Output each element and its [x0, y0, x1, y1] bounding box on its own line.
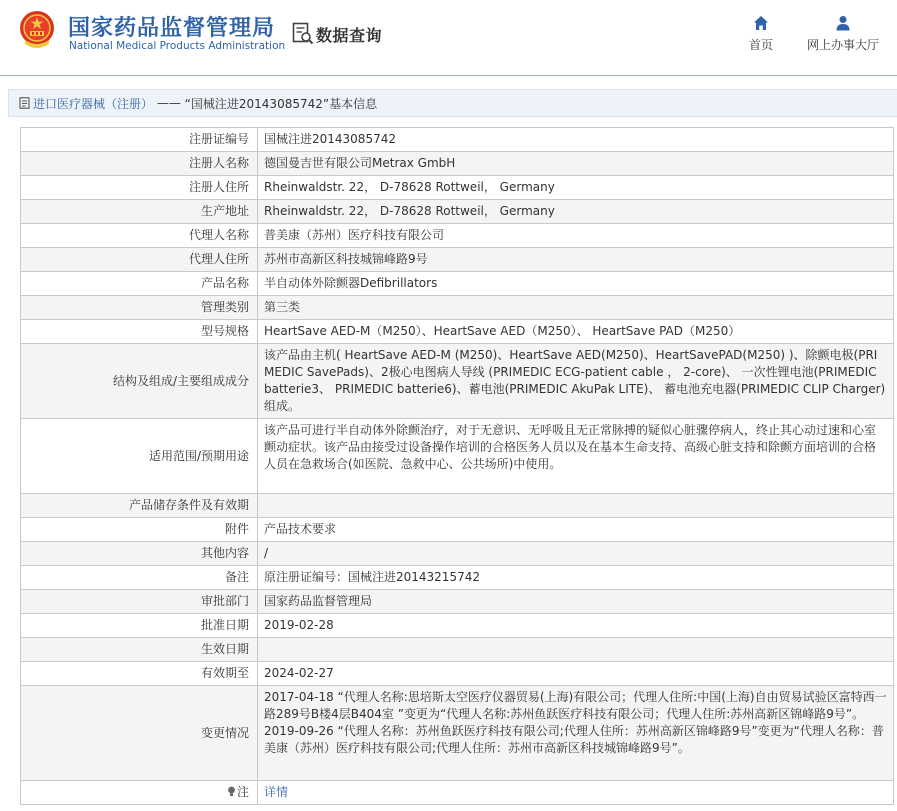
field-value: HeartSave AED-M（M250）、HeartSave AED（M250）、 HeartSave PAD（M250）: [258, 320, 894, 344]
field-label: 审批部门: [21, 590, 258, 614]
site-header: [0, 0, 897, 76]
field-label: 附件: [21, 518, 258, 542]
note-value-cell: [258, 781, 894, 805]
table-row: [21, 662, 894, 686]
table-row: [21, 296, 894, 320]
table-row: [21, 686, 894, 781]
data-query-label: 数据查询: [316, 25, 383, 45]
data-query-heading[interactable]: [292, 20, 382, 48]
change-entry: 2017-04-18 “代理人名称:思培斯太空医疗仪器贸易(上海)有限公司；代理人住所:中国(上海)自由贸易试验区富特西一路289号B楼4层B404室 ”变更为“代理人名称:苏州鱼跃医疗科技有限公司；代理人住所:苏州高新区锦峰路9号”。: [264, 690, 887, 721]
field-value: Rheinwaldstr. 22， D-78628 Rottweil， Germany: [258, 176, 894, 200]
field-label: 代理人住所: [21, 248, 258, 272]
field-label: 管理类别: [21, 296, 258, 320]
table-row: [21, 224, 894, 248]
nav-online-office[interactable]: [800, 15, 886, 53]
table-row: [21, 200, 894, 224]
home-icon: [753, 15, 769, 31]
site-subtitle: National Medical Products Administration: [69, 40, 286, 52]
breadcrumb-category-link[interactable]: 进口医疗器械（注册）: [33, 96, 154, 111]
table-row: [21, 344, 894, 419]
change-history-value: [258, 686, 894, 781]
field-label: 适用范围/预期用途: [21, 419, 258, 494]
field-value: 2024-02-27: [258, 662, 894, 686]
field-value: 德国曼吉世有限公司Metrax GmbH: [258, 152, 894, 176]
field-label: 变更情况: [21, 686, 258, 781]
table-row: [21, 518, 894, 542]
table-row: [21, 419, 894, 494]
site-title: 国家药品监督管理局: [68, 16, 276, 41]
field-label: 其他内容: [21, 542, 258, 566]
field-label: 产品名称: [21, 272, 258, 296]
table-row: [21, 152, 894, 176]
registration-info-table: [20, 127, 894, 805]
user-icon: [835, 15, 851, 31]
table-row: [21, 128, 894, 152]
table-row: [21, 494, 894, 518]
field-label: 有效期至: [21, 662, 258, 686]
lightbulb-icon: [227, 786, 236, 797]
national-emblem-icon: [18, 10, 56, 52]
table-row: [21, 542, 894, 566]
field-label: 代理人名称: [21, 224, 258, 248]
field-label: 结构及组成/主要组成成分: [21, 344, 258, 419]
note-label-cell: [21, 781, 258, 805]
field-value: 该产品由主机( HeartSave AED-M (M250)、HeartSave AED(M250)、HeartSavePAD(M250) )、除颤电极(PRIMEDIC SavePads)、2极心电图病人导线 (PRIMEDIC ECG-patient cable ， 2-core)、 一次性锂电池(PRIMEDIC batterie3、 PRIMEDIC batterie6)、蓄电池(PRIMEDIC AkuPak LITE)、 蓄电池充电器(PRIMEDIC CLIP Charger)组成。: [258, 344, 894, 419]
field-value: 2019-02-28: [258, 614, 894, 638]
breadcrumb-current-title: “国械注进20143085742”基本信息: [184, 96, 378, 111]
breadcrumb-separator: ——: [156, 96, 181, 110]
field-value: [258, 638, 894, 662]
note-label: 注: [236, 785, 249, 799]
field-label: 注册人名称: [21, 152, 258, 176]
field-label: 生效日期: [21, 638, 258, 662]
table-row: [21, 248, 894, 272]
nav-home-label: 首页: [748, 38, 773, 52]
field-label: 型号规格: [21, 320, 258, 344]
field-label: 备注: [21, 566, 258, 590]
field-label: 产品储存条件及有效期: [21, 494, 258, 518]
table-row: [21, 272, 894, 296]
field-value: 第三类: [258, 296, 894, 320]
field-label: 生产地址: [21, 200, 258, 224]
field-value: /: [258, 542, 894, 566]
nav-online-office-label: 网上办事大厅: [806, 38, 879, 52]
field-label: 批准日期: [21, 614, 258, 638]
field-value: [258, 494, 894, 518]
breadcrumb: [8, 89, 897, 117]
details-link[interactable]: 详情: [264, 785, 289, 799]
table-row: [21, 638, 894, 662]
field-value: 产品技术要求: [258, 518, 894, 542]
field-label: 注册证编号: [21, 128, 258, 152]
field-label: 注册人住所: [21, 176, 258, 200]
nav-home[interactable]: [743, 15, 779, 53]
table-row: [21, 566, 894, 590]
field-value: 普美康（苏州）医疗科技有限公司: [258, 224, 894, 248]
field-value: 该产品可进行半自动体外除颤治疗，对于无意识、无呼吸且无正常脉搏的疑似心脏骤停病人，终止其心动过速和心室颤动症状。该产品由接受过设备操作培训的合格医务人员以及在基本生命支持、高级心脏支持和除颤方面培训的合格人员在急救场合(如医院、急救中心、公共场所)中使用。: [258, 419, 894, 494]
table-row: [21, 176, 894, 200]
search-document-icon: [292, 22, 314, 46]
table-row: [21, 781, 894, 805]
field-value: 国家药品监督管理局: [258, 590, 894, 614]
field-value: Rheinwaldstr. 22， D-78628 Rottweil， Germany: [258, 200, 894, 224]
field-value: 国械注进20143085742: [258, 128, 894, 152]
field-value: 苏州市高新区科技城锦峰路9号: [258, 248, 894, 272]
document-icon: [19, 97, 30, 109]
field-value: 半自动体外除颤器Defibrillators: [258, 272, 894, 296]
table-row: [21, 590, 894, 614]
change-entry: 2019-09-26 “代理人名称：苏州鱼跃医疗科技有限公司;代理人住所：苏州高新区锦峰路9号”变更为“代理人名称：普美康（苏州）医疗科技有限公司;代理人住所：苏州市高新区科技城锦峰路9号”。: [264, 724, 884, 755]
field-value: 原注册证编号：国械注进20143215742: [258, 566, 894, 590]
table-row: [21, 614, 894, 638]
table-row: [21, 320, 894, 344]
